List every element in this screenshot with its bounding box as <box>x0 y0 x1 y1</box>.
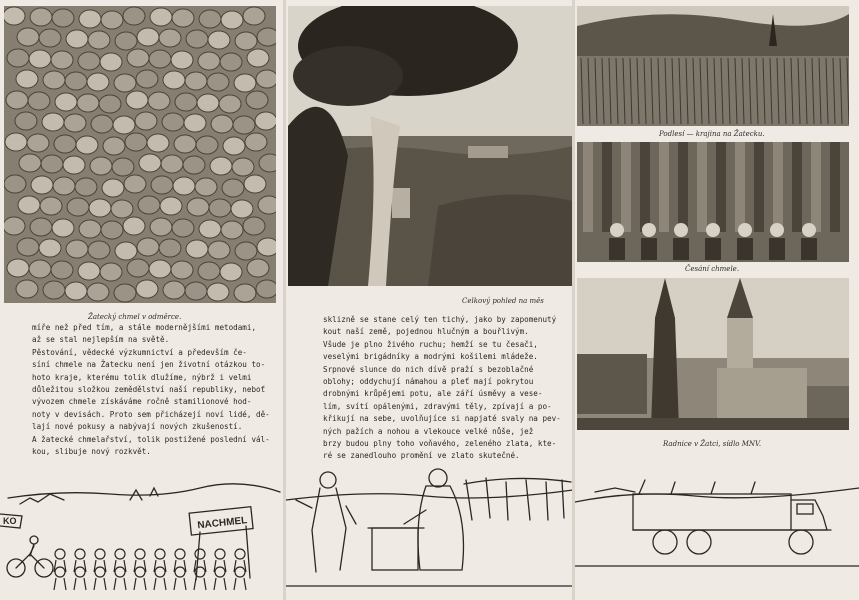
hop-cone <box>139 154 161 172</box>
crowd-body <box>154 578 166 590</box>
text-line: až se stal nejlepším na světě. <box>32 335 170 345</box>
sketch-truck <box>575 470 859 598</box>
picker-body <box>609 238 625 260</box>
panel-left <box>0 0 283 600</box>
hop-vine <box>773 142 783 232</box>
town-hall-image <box>577 278 849 430</box>
crowd-person <box>95 567 105 577</box>
text-line: Pěstování, vědecké výzkumnictví a především če- <box>32 347 247 357</box>
hop-cone <box>53 177 75 195</box>
crowd-person <box>55 567 65 577</box>
text-line: noty v devisách. Proto sem přicházejí noví lidé, dě- <box>32 409 270 419</box>
hop-cone <box>112 158 134 176</box>
hop-cone <box>171 261 193 279</box>
hop-cone <box>243 217 265 235</box>
crowd-person <box>95 549 105 559</box>
hop-cone <box>232 158 254 176</box>
hop-cone <box>15 112 37 130</box>
hop-vine <box>678 142 688 232</box>
hop-cone <box>256 70 276 88</box>
hop-cone <box>159 29 181 47</box>
crowd-body <box>74 578 86 590</box>
hop-cone <box>147 134 169 152</box>
hop-vine <box>811 142 821 232</box>
hop-cone <box>39 29 61 47</box>
text-line: sklizně se stane celý ten tichý, jako by zapomenutý <box>323 315 557 324</box>
hop-cone <box>136 280 158 298</box>
text-line: drobnými krůpějemi potu, ale září úsměvy a vese- <box>323 389 543 399</box>
hop-cone <box>234 284 256 302</box>
hop-cone <box>4 175 26 193</box>
hop-cone <box>6 91 28 109</box>
hop-cone <box>223 137 245 155</box>
hop-cone <box>42 113 64 131</box>
hop-cone <box>186 30 208 48</box>
hop-cone <box>199 10 221 28</box>
hop-cone <box>7 49 29 67</box>
hop-vine <box>640 142 650 232</box>
hop-cone <box>63 156 85 174</box>
hop-cone <box>17 238 39 256</box>
hop-cone <box>208 241 230 259</box>
crowd-person <box>215 549 225 559</box>
hop-cone <box>161 155 183 173</box>
hop-cone <box>138 196 160 214</box>
text-line: vývozem chmele získáváme ročně stamilionové hod- <box>32 397 252 407</box>
hop-cone <box>100 53 122 71</box>
hop-cone <box>54 135 76 153</box>
hop-cone <box>246 91 268 109</box>
hop-vine <box>735 142 745 232</box>
hop-cone <box>243 7 265 25</box>
hop-cone <box>195 178 217 196</box>
hop-cone <box>115 32 137 50</box>
crowd-person <box>75 567 85 577</box>
photo-podlesi-landscape <box>577 6 849 126</box>
text-line: míře než před tím, a stále modernějšími metodami, <box>32 323 257 332</box>
hop-cone <box>207 283 229 301</box>
hop-cone <box>247 259 269 277</box>
crowd-person <box>75 549 85 559</box>
sign-text-ko: KO <box>3 516 17 526</box>
text-line: Srpnové slunce do nich dívě praží s bezoblačné <box>323 364 534 374</box>
hop-cone <box>67 198 89 216</box>
hop-cone <box>87 73 109 91</box>
hop-cone <box>221 11 243 29</box>
hop-cone <box>172 219 194 237</box>
hop-cone <box>77 94 99 112</box>
hop-cone <box>149 50 171 68</box>
hop-cone <box>66 240 88 258</box>
picker-body <box>705 238 721 260</box>
hop-cone <box>88 31 110 49</box>
text-line: veselými brigádníky a modrými košilemi mládeže. <box>323 352 538 362</box>
hop-cone <box>55 93 77 111</box>
picker-body <box>737 238 753 260</box>
hop-cone <box>88 241 110 259</box>
photo-town-hall <box>577 278 849 430</box>
hop-cone <box>31 176 53 194</box>
caption-hop-picking: Česání chmele. <box>685 265 740 273</box>
crowd-person <box>115 549 125 559</box>
hop-cone <box>99 95 121 113</box>
hop-cone <box>185 72 207 90</box>
text-line: oblohy; oddychují námahou a pleť mají pokrytou <box>323 377 534 387</box>
panel-middle <box>286 0 573 600</box>
hop-cone <box>174 135 196 153</box>
town-landscape-image <box>288 6 573 286</box>
hop-cone <box>151 176 173 194</box>
hop-cone <box>220 263 242 281</box>
hop-cone <box>111 200 133 218</box>
hop-cone <box>65 282 87 300</box>
text-column-middle <box>323 314 561 463</box>
photo-hop-picking <box>577 142 849 262</box>
hop-cone <box>196 136 218 154</box>
hop-cone <box>175 93 197 111</box>
hop-cone <box>184 114 206 132</box>
hop-cone <box>29 50 51 68</box>
hop-cone <box>27 134 49 152</box>
hop-cone <box>150 218 172 236</box>
hop-cone <box>4 217 25 235</box>
hop-cone <box>127 259 149 277</box>
hop-vine <box>792 142 802 232</box>
hop-cone <box>51 51 73 69</box>
hop-cone <box>257 238 276 256</box>
hop-cone <box>78 262 100 280</box>
hop-cone <box>123 7 145 25</box>
hop-field-landscape-image <box>577 6 849 126</box>
hop-cone <box>114 74 136 92</box>
text-line: hoto kraje, kterému tolik dlužíme, nýbrž i velmi <box>32 372 252 382</box>
crowd-person <box>215 567 225 577</box>
hop-cone <box>219 95 241 113</box>
hop-cone <box>234 74 256 92</box>
hop-cone <box>244 175 266 193</box>
text-line: Všude je plno živého ruchu; hemží se tu česači, <box>323 339 538 349</box>
hop-cone <box>123 217 145 235</box>
hop-cone <box>220 53 242 71</box>
text-column-left <box>32 322 270 458</box>
hop-cone <box>259 154 276 172</box>
hop-cone <box>137 238 159 256</box>
text-line: síní chmele na Žatecku není jen životní otázkou to- <box>32 360 266 370</box>
hop-cone <box>235 32 257 50</box>
crowd-body <box>54 578 66 590</box>
hop-cone <box>231 200 253 218</box>
hop-cone <box>210 157 232 175</box>
picker-figure <box>706 223 720 237</box>
text-line: lím, svítí opálenými, zdravými těly, zpívají a po- <box>323 401 552 411</box>
hop-cone <box>209 199 231 217</box>
picker-figure <box>738 223 752 237</box>
hop-cone <box>66 30 88 48</box>
picker-figure <box>802 223 816 237</box>
picker-body <box>673 238 689 260</box>
hop-vine <box>659 142 669 232</box>
hop-cone <box>163 71 185 89</box>
hop-cone <box>115 242 137 260</box>
crowd-person <box>55 549 65 559</box>
picker-figure <box>770 223 784 237</box>
caption-town-view: Celkový pohled na měs <box>462 297 544 305</box>
hop-cone <box>100 263 122 281</box>
hop-vine <box>716 142 726 232</box>
hop-cone <box>76 136 98 154</box>
hop-cone <box>64 114 86 132</box>
hop-cone <box>197 94 219 112</box>
hop-cone <box>150 8 172 26</box>
hop-cone <box>102 179 124 197</box>
hop-cone <box>125 133 147 151</box>
hop-cone <box>5 133 27 151</box>
crowd-person <box>135 567 145 577</box>
hop-cone <box>101 221 123 239</box>
hop-cone <box>173 177 195 195</box>
hop-cone <box>258 196 276 214</box>
caption-podlesi: Podlesí — krajina na Žatecku. <box>659 130 765 138</box>
hop-cone <box>135 112 157 130</box>
hop-cone <box>255 112 276 130</box>
crowd-person <box>195 549 205 559</box>
hop-cone <box>89 199 111 217</box>
crowd-person <box>155 567 165 577</box>
crowd-body <box>214 578 226 590</box>
caption-town-hall: Radnice v Žatci, sídlo MNV. <box>663 440 762 448</box>
crowd-person <box>155 549 165 559</box>
picker-figure <box>642 223 656 237</box>
hop-cone <box>222 179 244 197</box>
hop-cone <box>171 51 193 69</box>
text-line: křikují na sebe, uvolňujíce si napjaté svaly na pev- <box>323 414 561 424</box>
hop-cone <box>136 70 158 88</box>
hop-cone <box>257 28 276 46</box>
text-line: kou, slibuje nový rozkvět. <box>32 447 151 457</box>
crowd-person <box>135 549 145 559</box>
hop-cone <box>183 156 205 174</box>
hop-cone <box>160 197 182 215</box>
hop-vine <box>621 142 631 232</box>
sketch-crowd-with-sign <box>0 470 283 598</box>
hop-cone <box>235 242 257 260</box>
hop-cone <box>79 220 101 238</box>
hop-cone <box>29 260 51 278</box>
hop-cone <box>186 240 208 258</box>
hop-cone <box>127 49 149 67</box>
hop-cone <box>4 7 25 25</box>
hop-cone <box>149 260 171 278</box>
hop-cone <box>17 28 39 46</box>
hop-cone <box>52 219 74 237</box>
hop-cone <box>245 133 267 151</box>
hop-cone <box>187 198 209 216</box>
text-line: důležitou složkou zemědělství naší republiky, neboť <box>32 385 266 395</box>
crowd-body <box>134 578 146 590</box>
hop-vine <box>602 142 612 232</box>
hop-cone <box>198 52 220 70</box>
hop-vine <box>754 142 764 232</box>
hop-cone <box>163 281 185 299</box>
hop-vine <box>583 142 593 232</box>
hop-cone <box>52 9 74 27</box>
photo-town-view <box>288 6 573 286</box>
hop-cone <box>7 259 29 277</box>
hop-cone <box>137 28 159 46</box>
crowd-person <box>115 567 125 577</box>
hop-cone <box>199 220 221 238</box>
crowd-person <box>235 549 245 559</box>
text-line: kout naší země, pojednou hlučným a bouřlivým. <box>323 327 529 337</box>
hop-cone <box>162 113 184 131</box>
crowd-body <box>194 578 206 590</box>
hop-vine <box>697 142 707 232</box>
hop-cone <box>75 178 97 196</box>
hop-cone <box>126 91 148 109</box>
hop-cone <box>18 196 40 214</box>
hop-cone <box>19 154 41 172</box>
hop-cone <box>87 283 109 301</box>
caption-hops: Žatecký chmel v odměrce. <box>88 313 182 321</box>
hop-cone <box>16 280 38 298</box>
picker-body <box>769 238 785 260</box>
crowd-person <box>235 567 245 577</box>
sketch-hop-pickers <box>286 460 573 598</box>
hop-cone <box>208 31 230 49</box>
crowd-body <box>114 578 126 590</box>
hop-cone <box>51 261 73 279</box>
crowd-body <box>94 578 106 590</box>
text-line: ré se zanedlouho promění ve zlato skutečné. <box>323 451 520 461</box>
panel-right <box>575 0 859 600</box>
hop-cone <box>30 218 52 236</box>
hop-cone <box>90 157 112 175</box>
hop-cone <box>172 9 194 27</box>
hop-cone <box>79 10 101 28</box>
hop-cone <box>40 197 62 215</box>
hop-cone <box>247 49 269 67</box>
picker-body <box>801 238 817 260</box>
hop-cone <box>43 71 65 89</box>
hop-cone <box>159 239 181 257</box>
text-line: lají nové pokusy a nabývají nových zkušeností. <box>32 422 243 432</box>
hop-cone <box>233 116 255 134</box>
hop-cone <box>16 70 38 88</box>
text-line: brzy budou plny toho voňavého, zeleného zlata, kte- <box>323 439 557 449</box>
hop-cone <box>28 92 50 110</box>
hop-cone <box>148 92 170 110</box>
hop-cone <box>256 280 276 298</box>
hop-cone <box>103 137 125 155</box>
hop-cone <box>65 72 87 90</box>
picker-figure <box>610 223 624 237</box>
text-line: A žatecké chmelařství, tolik postižené poslední vál- <box>32 434 270 444</box>
hop-cone <box>207 73 229 91</box>
picker-figure <box>674 223 688 237</box>
hop-cone <box>39 239 61 257</box>
hop-cone <box>78 52 100 70</box>
photo-hops-in-measure <box>4 6 276 303</box>
crowd-person <box>175 567 185 577</box>
crowd-person <box>175 549 185 559</box>
hop-cones-image <box>4 6 276 303</box>
sign-text-nachmel: NACHMEL <box>196 515 248 532</box>
hop-cone <box>113 116 135 134</box>
hop-picking-image <box>577 142 849 262</box>
hop-cone <box>185 282 207 300</box>
hop-cone <box>91 115 113 133</box>
hop-cone <box>211 115 233 133</box>
hop-cone <box>114 284 136 302</box>
crowd-body <box>174 578 186 590</box>
hop-cone <box>30 8 52 26</box>
picker-body <box>641 238 657 260</box>
hop-cone <box>41 155 63 173</box>
hop-cone <box>198 262 220 280</box>
crowd-body <box>234 578 246 590</box>
text-line: ných pažích a nohou a vlekouce velké nůše, jež <box>323 426 534 436</box>
hop-cone <box>124 175 146 193</box>
hop-cone <box>101 11 123 29</box>
hop-cone <box>43 281 65 299</box>
hop-vine <box>830 142 840 232</box>
hop-cone <box>221 221 243 239</box>
